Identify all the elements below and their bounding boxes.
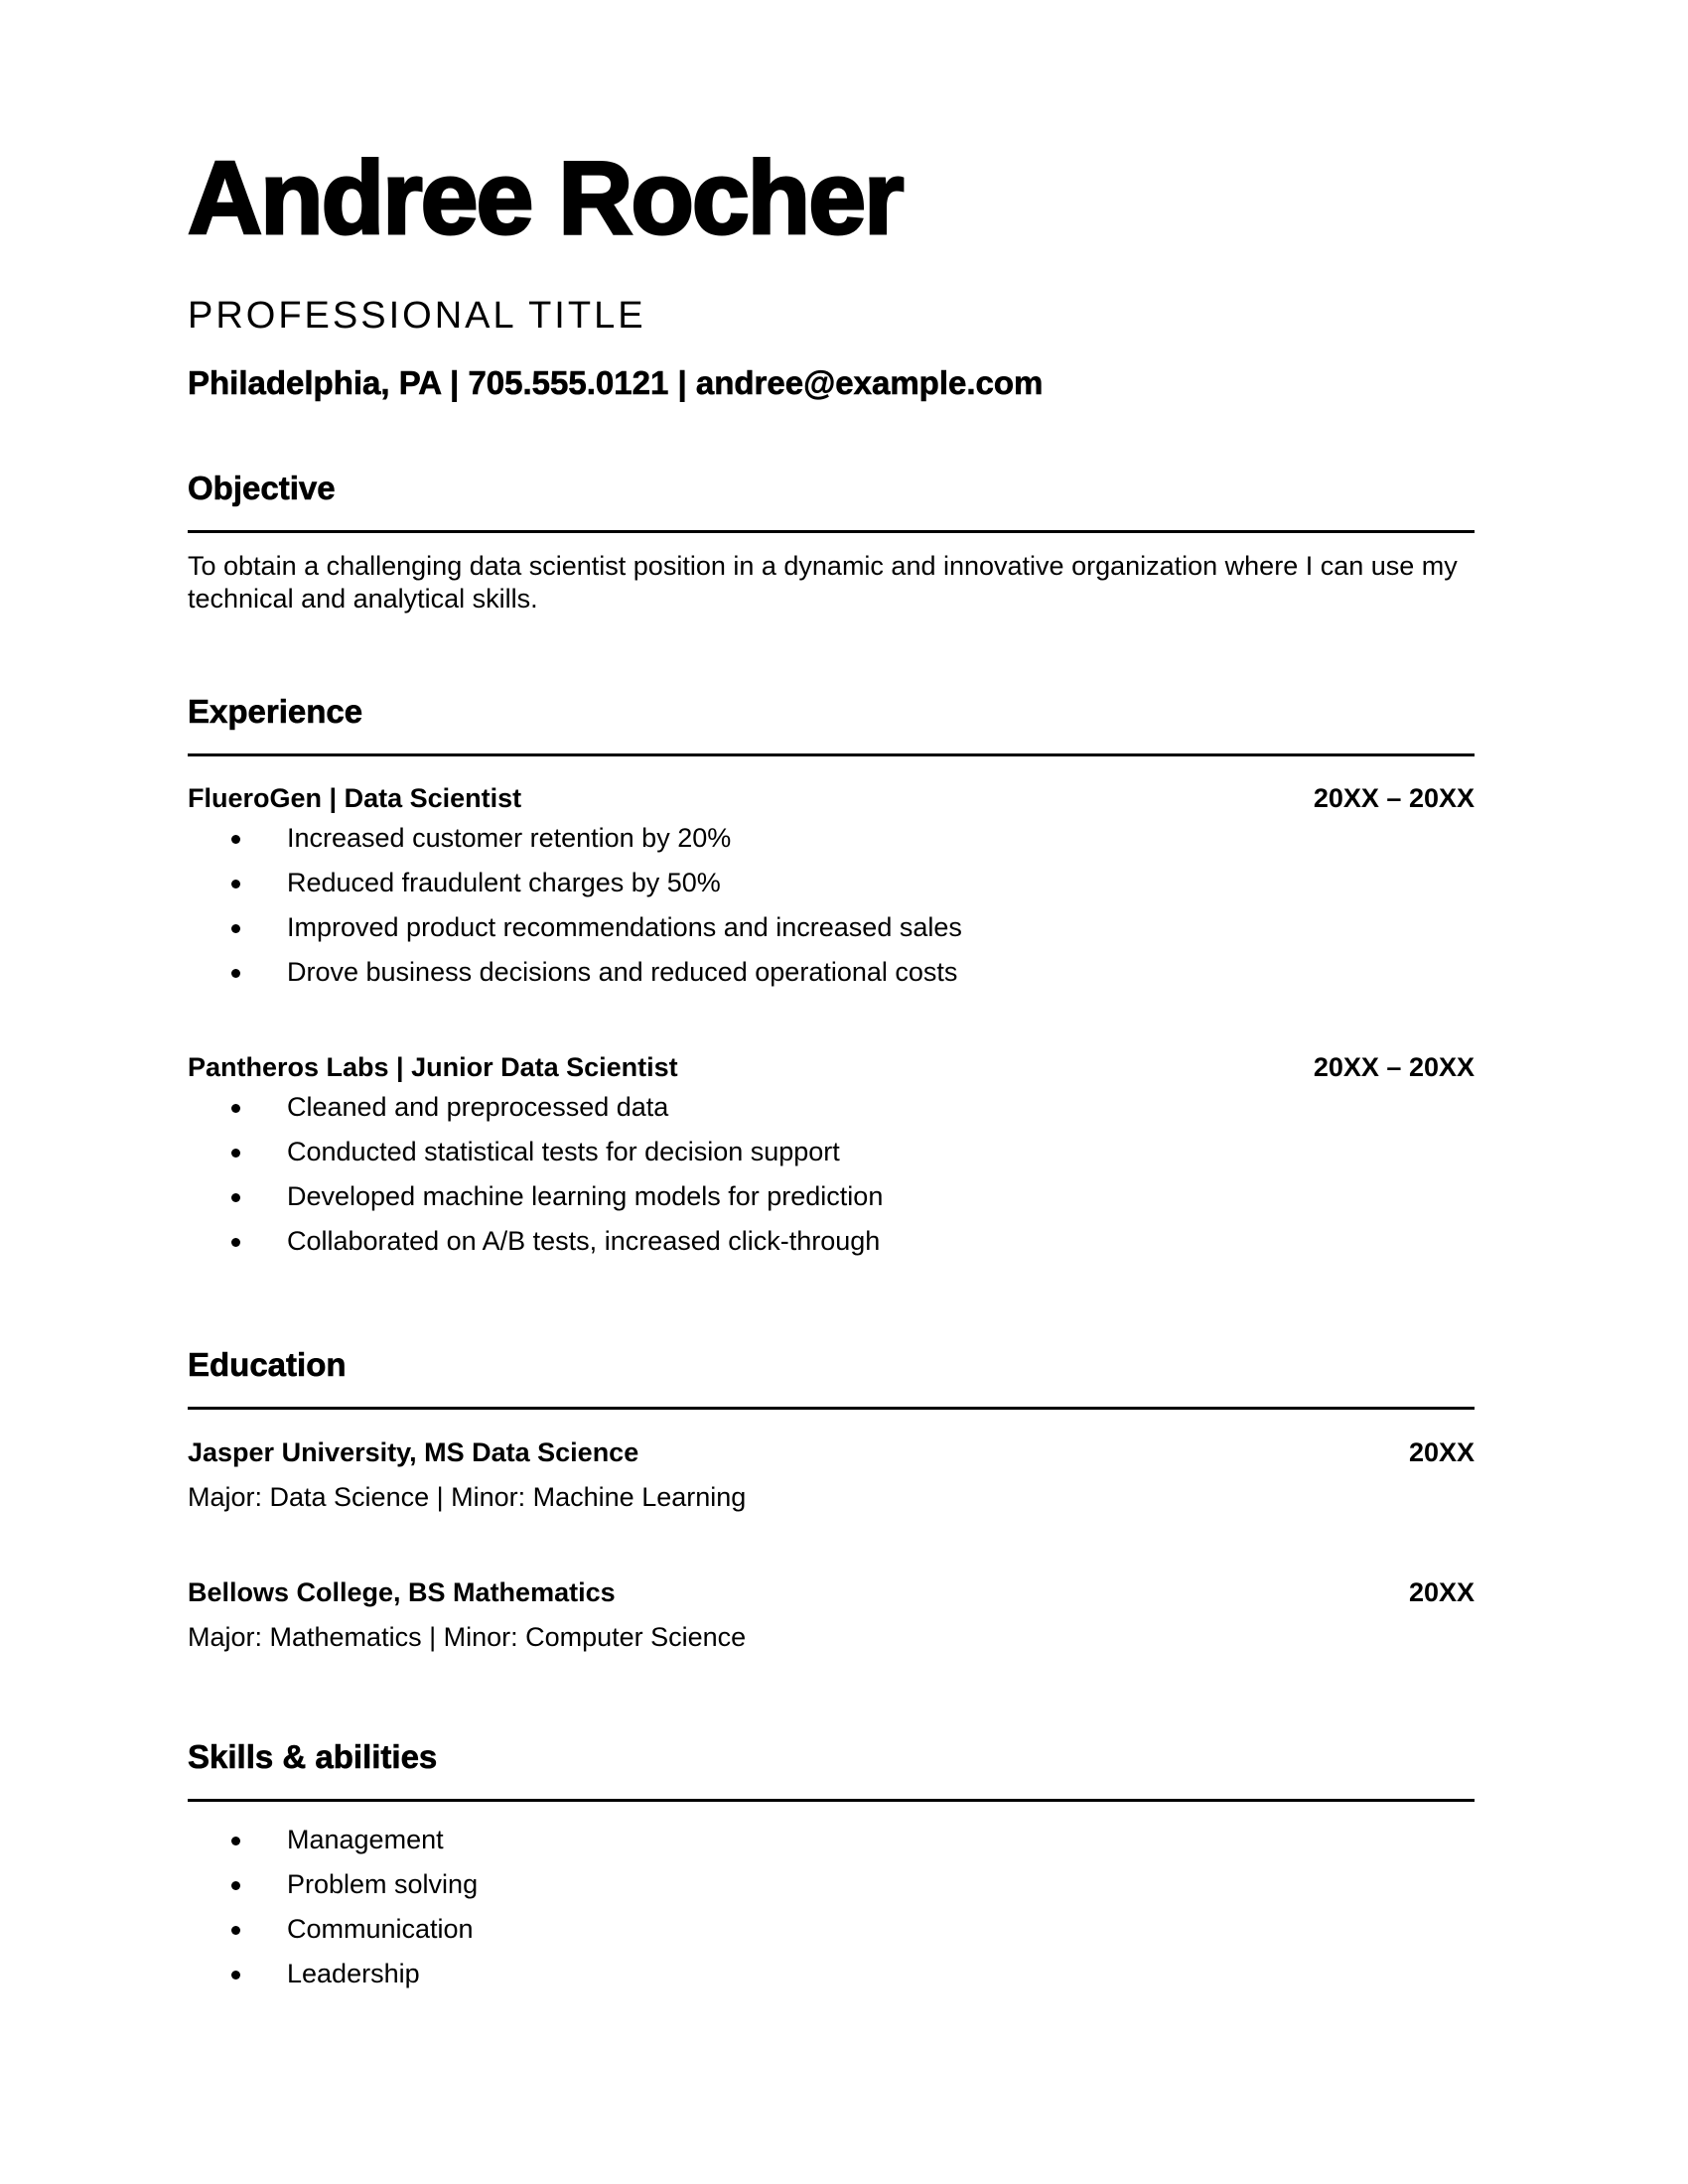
job-entry [188,1050,1475,1264]
list-item: Drove business decisions and reduced operational costs [188,950,1475,995]
skills-section [188,1737,1475,1996]
education-entry [188,1575,1475,1654]
bullet-icon [231,1926,240,1935]
skills-heading: Skills & abilities [188,1738,438,1775]
list-item: Developed machine learning models for prediction [188,1174,1475,1219]
experience-heading: Experience [188,693,363,730]
resume-header [188,139,1475,403]
bullet-icon [231,1149,240,1158]
job-dates: 20XX – 20XX [1313,783,1475,813]
job-bullets [188,816,1475,995]
list-item: Conducted statistical tests for decision support [188,1130,1475,1174]
list-item: Improved product recommendations and increased sales [188,905,1475,950]
objective-section [188,469,1475,615]
bullet-icon [231,1881,240,1890]
bullet-icon [231,924,240,933]
school-year: 20XX [1408,1577,1475,1607]
bullet-icon [231,880,240,888]
list-item: Problem solving [188,1862,1475,1907]
school-title: Bellows College, BS Mathematics [188,1577,616,1607]
education-entry [188,1435,1475,1514]
education-section [188,1345,1475,1654]
section-divider [188,1799,1475,1802]
school-year: 20XX [1408,1437,1475,1467]
list-item: Leadership [188,1952,1475,1996]
education-header [188,1575,1475,1609]
school-detail: Major: Mathematics | Minor: Computer Science [188,1622,747,1652]
job-bullets [188,1085,1475,1264]
section-divider [188,753,1475,756]
bullet-icon [231,835,240,844]
job-header [188,1050,1475,1084]
professional-title: PROFESSIONAL TITLE [188,295,646,337]
job-header [188,781,1475,815]
list-item: Cleaned and preprocessed data [188,1085,1475,1130]
section-divider [188,530,1475,533]
list-item: Increased customer retention by 20% [188,816,1475,861]
list-item: Communication [188,1907,1475,1952]
job-title: Pantheros Labs | Junior Data Scientist [188,1052,678,1082]
section-divider [188,1407,1475,1410]
objective-heading: Objective [188,470,336,506]
list-item: Collaborated on A/B tests, increased click-through [188,1219,1475,1264]
experience-section [188,692,1475,1264]
bullet-icon [231,1837,240,1845]
bullet-icon [231,1104,240,1113]
education-heading: Education [188,1346,347,1383]
bullet-icon [231,969,240,978]
resume-page [188,139,1475,1988]
objective-text: To obtain a challenging data scientist position in a dynamic and innovative organization where I can use my technical and analytical skills. [188,551,1458,614]
school-detail: Major: Data Science | Minor: Machine Learning [188,1482,747,1512]
school-title: Jasper University, MS Data Science [188,1437,639,1467]
job-title: FlueroGen | Data Scientist [188,783,522,813]
bullet-icon [231,1971,240,1979]
list-item: Reduced fraudulent charges by 50% [188,861,1475,905]
job-entry [188,781,1475,995]
list-item: Management [188,1818,1475,1862]
job-dates: 20XX – 20XX [1313,1052,1475,1082]
education-header [188,1435,1475,1469]
skills-list [188,1818,1475,1996]
contact-line: Philadelphia, PA | 705.555.0121 | andree@example.com [188,364,1044,401]
bullet-icon [231,1238,240,1247]
bullet-icon [231,1193,240,1202]
candidate-name: Andree Rocher [188,141,903,256]
